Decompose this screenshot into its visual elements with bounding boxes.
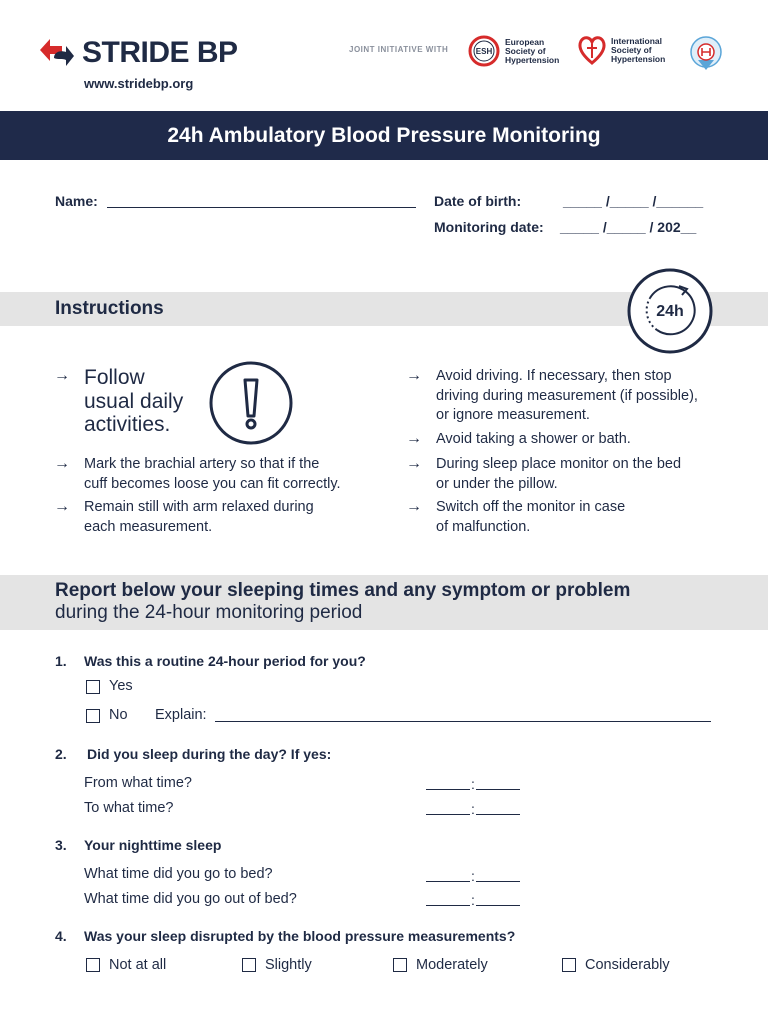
clock-24h-icon: [627, 268, 713, 354]
q4-option-label: Slightly: [265, 957, 312, 973]
instruction-line: each measurement.: [84, 518, 213, 535]
instruction-line: cuff becomes loose you can fit correctly.: [84, 475, 341, 492]
arrow-icon: →: [406, 430, 422, 447]
dob-label: Date of birth:: [434, 193, 522, 209]
q4-option-label: Not at all: [109, 957, 167, 973]
time-separator: :: [471, 892, 475, 908]
ish-name: International Society of Hypertension: [611, 35, 666, 64]
instruction-line: Mark the brachial artery so that if the: [84, 456, 320, 472]
instruction-line: or under the pillow.: [436, 475, 558, 492]
time-separator: :: [471, 776, 475, 792]
question-3-text: Your nighttime sleep: [84, 837, 222, 853]
instruction-switch-off: [436, 498, 625, 537]
question-number: 3.: [55, 837, 67, 853]
question-1-text: Was this a routine 24-hour period for you?: [84, 653, 366, 669]
arrow-icon: →: [406, 498, 422, 515]
question-number: 1.: [55, 653, 67, 669]
q3-out-minute-field[interactable]: [476, 892, 520, 906]
instruction-line: driving during measurement (if possible),: [436, 387, 698, 404]
question-2-text: Did you sleep during the day? If yes:: [87, 746, 332, 762]
report-subheading: during the 24-hour monitoring period: [55, 602, 363, 623]
instruction-line: During sleep place monitor on the bed: [436, 456, 682, 472]
esh-ring-icon: [467, 34, 501, 68]
monitoring-date-label: Monitoring date:: [434, 219, 544, 235]
esh-name: European Society of Hypertension: [505, 36, 560, 65]
arrow-icon: →: [54, 367, 70, 384]
q3-out-hour-field[interactable]: [426, 892, 470, 906]
q1-yes-checkbox[interactable]: [86, 680, 100, 694]
q2-from-label: From what time?: [84, 775, 192, 791]
exclamation-icon: [208, 360, 294, 446]
q3-bed-label: What time did you go to bed?: [84, 866, 273, 882]
instruction-line: Switch off the monitor in case: [436, 499, 626, 515]
instruction-line: or ignore measurement.: [436, 407, 590, 423]
question-number: 2.: [55, 746, 67, 762]
title-bar: [0, 111, 768, 160]
big-line: usual daily: [84, 389, 184, 413]
q3-out-label: What time did you go out of bed?: [84, 891, 297, 907]
q2-to-label: To what time?: [84, 800, 174, 816]
arrow-icon: →: [54, 498, 70, 515]
q2-to-hour-field[interactable]: [426, 801, 470, 815]
stride-bp-logo: [36, 36, 238, 70]
time-separator: :: [471, 801, 475, 817]
monitoring-date-field[interactable]: _____ /_____ / 202__: [560, 219, 697, 235]
report-band: [0, 575, 768, 630]
instruction-line: Remain still with arm relaxed during: [84, 499, 314, 515]
follow-daily-activities: [84, 366, 183, 437]
brand-name: STRIDE BP: [82, 36, 238, 69]
q4-not-at-all-checkbox[interactable]: [86, 958, 100, 972]
big-line: Follow: [84, 366, 145, 389]
q4-slightly-checkbox[interactable]: [242, 958, 256, 972]
instruction-line: of malfunction.: [436, 518, 531, 535]
instruction-line: Avoid taking a shower or bath.: [436, 431, 631, 447]
q4-moderately-checkbox[interactable]: [393, 958, 407, 972]
q3-bed-minute-field[interactable]: [476, 868, 520, 882]
ish-logo: [577, 34, 665, 66]
website-url[interactable]: www.stridebp.org: [84, 76, 194, 91]
clock-label: 24h: [656, 303, 684, 320]
instruction-avoid-driving: [436, 367, 698, 426]
instruction-sleep-monitor: [436, 455, 681, 494]
q2-from-hour-field[interactable]: [426, 776, 470, 790]
page-title: 24h Ambulatory Blood Pressure Monitoring: [167, 123, 601, 147]
q1-no-label: No: [109, 707, 128, 723]
name-label: Name:: [55, 193, 98, 209]
q1-explain-field[interactable]: [215, 708, 711, 722]
q1-yes-label: Yes: [109, 678, 133, 694]
instructions-heading: Instructions: [55, 298, 164, 319]
heart-icon: [577, 34, 607, 66]
q4-option-label: Moderately: [416, 957, 488, 973]
big-line: activities.: [84, 413, 171, 436]
esh-logo: [467, 34, 559, 68]
page-header: [0, 0, 768, 110]
stride-arrows-icon: [36, 36, 76, 70]
instruction-avoid-shower: [436, 430, 631, 450]
q2-from-minute-field[interactable]: [476, 776, 520, 790]
report-heading: Report below your sleeping times and any symptom or problem: [55, 580, 631, 601]
world-hypertension-logo: [684, 34, 728, 74]
question-number: 4.: [55, 928, 67, 944]
q4-considerably-checkbox[interactable]: [562, 958, 576, 972]
instruction-line: Avoid driving. If necessary, then stop: [436, 368, 672, 384]
name-field[interactable]: [107, 194, 416, 208]
q1-explain-label: Explain:: [155, 707, 207, 723]
question-4-text: Was your sleep disrupted by the blood pressure measurements?: [84, 928, 516, 944]
arrow-icon: →: [406, 367, 422, 384]
time-separator: :: [471, 868, 475, 884]
q2-to-minute-field[interactable]: [476, 801, 520, 815]
joint-initiative-label: JOINT INITIATIVE WITH: [349, 45, 449, 54]
esh-abbr: ESH: [475, 47, 493, 56]
arrow-icon: →: [406, 455, 422, 472]
instruction-remain-still: [84, 498, 314, 537]
world-hypertension-icon: [684, 34, 728, 74]
q4-option-label: Considerably: [585, 957, 670, 973]
dob-field[interactable]: _____ /_____ /______: [563, 193, 704, 209]
arrow-icon: →: [54, 455, 70, 472]
instruction-mark-artery: [84, 455, 341, 494]
q3-bed-hour-field[interactable]: [426, 868, 470, 882]
q1-no-checkbox[interactable]: [86, 709, 100, 723]
